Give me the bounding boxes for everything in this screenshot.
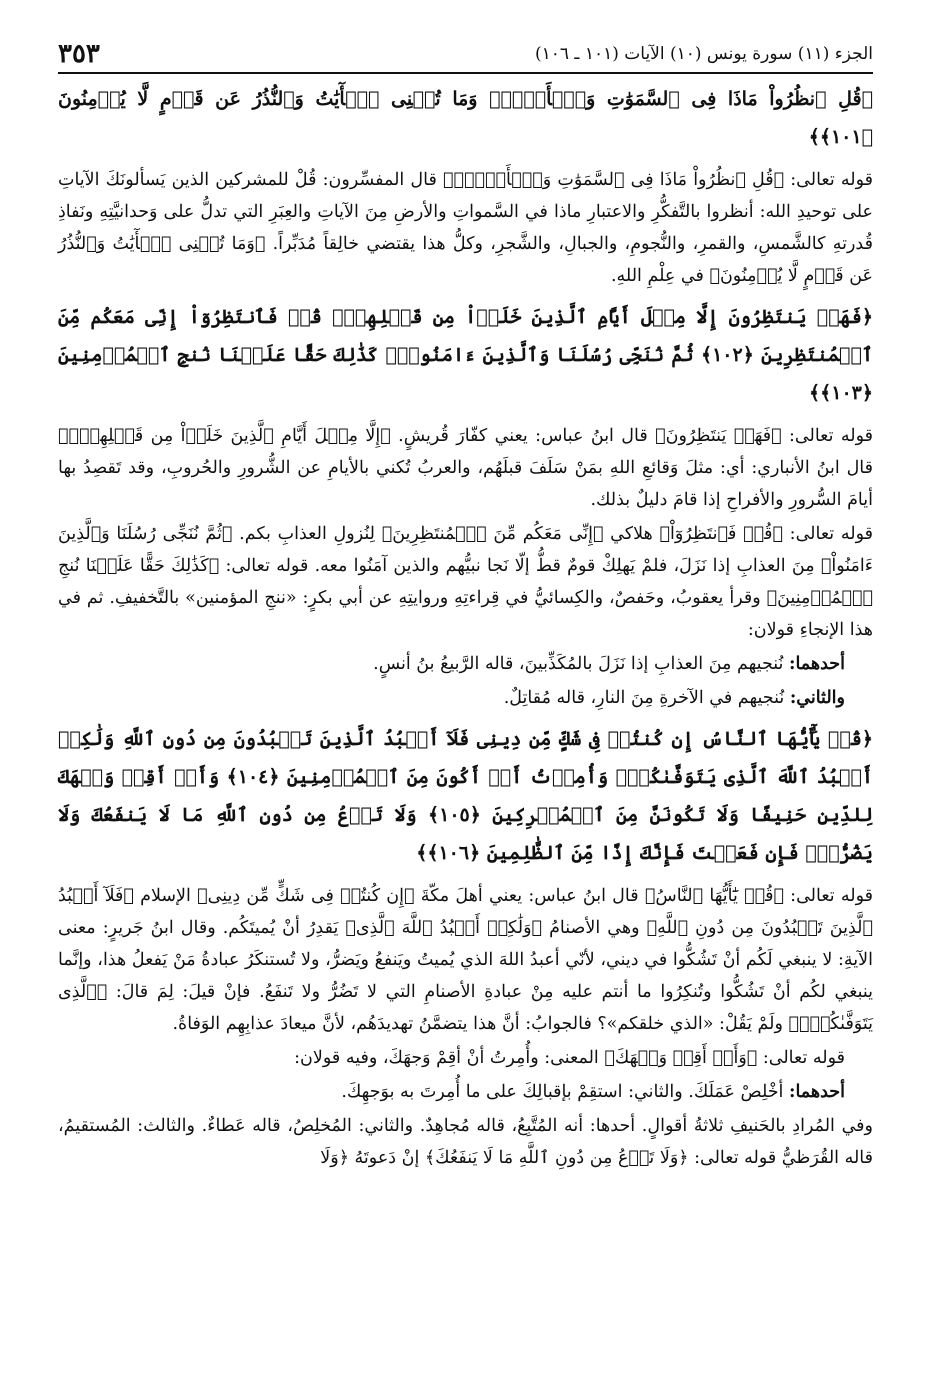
page-header: [58, 40, 873, 74]
opinion-label: والثاني:: [789, 688, 845, 708]
commentary-paragraph: وفي المُرادِ بالحَنيفِ ثلاثةُ أقوالٍ. أحدها: أنه المُتَّبِعُ، قاله مُجاهِدٌ. والثاني: المُخلِصُ، قاله عَطاءٌ. والثالث: المُستقيمُ، قاله القُرَظيُّ قوله تعالى: ﴿وَلَا تَدۡعُ مِن دُونِ ٱللَّهِ مَا لَا يَنفَعُكَ﴾ إنْ دَعوتَهُ ﴿وَلَا: [58, 1116, 873, 1168]
page-number: ٣٥٣: [58, 39, 100, 69]
opinion-label: أحدهما:: [788, 1082, 845, 1102]
commentary-paragraph: قوله تعالى: ﴿قُلۡ يَٰٓأَيُّهَا ٱلنَّاسُ﴾ قال ابنُ عباس: يعني أهلَ مكّةَ ﴿إِن كُنتُمۡ فِى شَكٍّ مِّن دِينِى﴾ الإسلام ﴿فَلَآ أَعۡبُدُ ٱلَّذِينَ تَعۡبُدُونَ مِن دُونِ ٱللَّهِ﴾ وهي الأصنامُ ﴿وَلَٰكِنۡ أَعۡبُدُ ٱللَّهَ ٱلَّذِى﴾ يَقدِرُ أنْ يُميتَكُم. وقال ابنُ جَريرٍ: معنى الآيةِ: لا ينبغي لَكُم أنْ تَشُكُّوا في ديني، لأنّي أعبدُ اللهَ الذي يُميتُ ويَنفعُ ويَضرُّ، ولا تُستنكَرُ عبادةُ مَنْ يَفعلُ هذا، وإنَّما ينبغي لكُم أنْ تَشُكُّوا وتُنكِرُوا ما أنتم عليه مِنْ عبادةِ الأصنامِ التي لا تَضُرُّ ولا تَنفَعُ. فإنْ قيلَ: لِمَ قالَ: ﴿ٱلَّذِى يَتَوَفَّىٰكُمۡۖ﴾ ولَمْ يَقُلْ: «الذي خلقكم»؟ فالجوابُ: أنَّ هذا يتضمَّنُ تهديدَهُم، لأنَّ ميعادَ عذابِهِم الوَفاةُ.: [58, 886, 873, 1034]
commentary-paragraph: قوله تعالى: ﴿وَأَنۡ أَقِمۡ وَجۡهَكَ﴾ المعنى: وأُمِرتُ أنْ أقِمْ وَجهَكَ، وفيه قولان:: [294, 1048, 845, 1068]
quran-verse-101: ﴿قُلِ ٱنظُرُواْ مَاذَا فِى ٱلسَّمَوَٰتِ وَٱلۡأَرۡضِۚ وَمَا تُغۡنِى ٱلۡأٓيَٰتُ وَٱلنُّذُرُ عَن قَوۡمٍ لَّا يُؤۡمِنُونَ ﴿١٠١﴾﴾: [58, 88, 873, 148]
opinion-text: أخْلِصْ عَمَلَكَ. والثاني: استقِمْ بإقبالِكَ على ما أُمِرتَ به بوَجهِكَ.: [341, 1082, 789, 1102]
running-title: الجزء (١١) سورة يونس (١٠) الآيات (١٠١ ـ ١٠٦): [534, 44, 873, 64]
opinion-line: [58, 648, 873, 680]
commentary-paragraph: قوله تعالى: ﴿قُلۡ فَٱنتَظِرُوٓاْ﴾ هلاكي ﴿إِنِّى مَعَكُم مِّنَ ٱلۡمُنتَظِرِينَ﴾ لِنُزولِ العذابِ بكم. ﴿ثُمَّ نُنَجِّى رُسُلَنَا وَٱلَّذِينَ ءَامَنُواْ﴾ مِنَ العذابِ إذا نَزَلَ، فلمْ يَهلِكْ قومٌ قطُّ إلّا نَجا نبيُّهم والذين آمَنُوا معه. قوله تعالى: ﴿كَذَٰلِكَ حَقًّا عَلَيۡنَا نُنجِ ٱلۡمُؤۡمِنِينَ﴾ وقرأ يعقوبُ، وحَفصٌ، والكِسائيُّ في قِراءتِهِ وروايتِهِ عن أبي بكرٍ: «ننجِ المؤمنين» بالتَّخفيفِ. ثم في هذا الإنجاءِ قولان:: [58, 524, 873, 640]
quran-verse-104-106: ﴿قُلۡ يَٰٓأَيُّهَا ٱلنَّاسُ إِن كُنتُمۡ فِى شَكٍّ مِّن دِينِى فَلَآ أَعۡبُدُ ٱلَّذِينَ تَعۡبُدُونَ مِن دُونِ ٱللَّهِ وَلَٰكِنۡ أَعۡبُدُ ٱللَّهَ ٱلَّذِى يَتَوَفَّىٰكُمۡۖ وَأُمِرۡتُ أَنۡ أَكُونَ مِنَ ٱلۡمُؤۡمِنِينَ ﴿١٠٤﴾ وَأَنۡ أَقِمۡ وَجۡهَكَ لِلدِّينِ حَنِيفًا وَلَا تَكُونَنَّ مِنَ ٱلۡمُشۡرِكِينَ ﴿١٠٥﴾ وَلَا تَدۡعُ مِن دُونِ ٱللَّهِ مَا لَا يَنفَعُكَ وَلَا يَضُرُّكَۖ فَإِن فَعَلۡتَ فَإِنَّكَ إِذًا مِّنَ ٱلظَّٰلِمِينَ ﴿١٠٦﴾﴾: [58, 728, 873, 864]
opinion-line: [58, 682, 873, 714]
commentary-paragraph: قوله تعالى: ﴿قُلِ ٱنظُرُواْ مَاذَا فِى ٱلسَّمَوَٰتِ وَٱلۡأَرۡضِۚ﴾ قال المفسِّرون: قُلْ للمشركين الذين يَسألونَكَ الآياتِ على توحيدِ الله: أنظروا بالتَّفكُّرِ والاعتبارِ ماذا في السَّمواتِ والأرضِ مِنَ الآياتِ والعِبَرِ التي تدلُّ على وَحدانيَّتِهِ ونَفاذِ قُدرتهِ كالشَّمسِ، والقمرِ، والنُّجومِ، والجبالِ، والشَّجرِ، وكلُّ هذا يقتضي خالِقاً مُدَبِّراً. ﴿وَمَا تُغۡنِى ٱلۡأٓيَٰتُ وَٱلنُّذُرُ عَن قَوۡمٍ لَّا يُؤۡمِنُونَ﴾ في عِلْمِ اللهِ.: [58, 170, 873, 286]
opinion-text: نُنجيهم مِنَ العذابِ إذا نَزَلَ بالمُكَذِّبينَ، قاله الرَّبيعُ بنُ أنسٍ.: [373, 654, 789, 674]
quran-verse-102-103: ﴿فَهَلۡ يَنتَظِرُونَ إِلَّا مِثۡلَ أَيَّامِ ٱلَّذِينَ خَلَوۡاْ مِن قَبۡلِهِمۡۚ قُلۡ فَٱنتَظِرُوٓاْ إِنِّى مَعَكُم مِّنَ ٱلۡمُنتَظِرِينَ ﴿١٠٢﴾ ثُمَّ نُنَجِّى رُسُلَنَا وَٱلَّذِينَ ءَامَنُواْۚ كَذَٰلِكَ حَقًّا عَلَيۡنَا نُنجِ ٱلۡمُؤۡمِنِينَ ﴿١٠٣﴾﴾: [58, 306, 873, 404]
commentary-paragraph: قوله تعالى: ﴿فَهَلۡ يَنتَظِرُونَ﴾ قال ابنُ عباس: يعني كفّارَ قُريشٍ. ﴿إِلَّا مِثۡلَ أَيَّامِ ٱلَّذِينَ خَلَوۡاْ مِن قَبۡلِهِمۡۚ﴾ قال ابنُ الأنباري: أي: مثلَ وَقائعِ اللهِ بمَنْ سَلَفَ قبلَهُم، والعربُ تُكني بالأيامِ عن الشُّرورِ والحُروبِ، وقد تَقصِدُ بها أيامَ السُّرورِ والأفراحِ إذا قامَ دليلٌ بذلك.: [58, 426, 873, 510]
page-body: [58, 80, 873, 1174]
opinion-line: [58, 1076, 873, 1108]
opinion-label: أحدهما:: [788, 654, 845, 674]
opinion-text: نُنجيهم في الآخرةِ مِنَ النارِ، قاله مُقاتِلٌ.: [503, 688, 790, 708]
